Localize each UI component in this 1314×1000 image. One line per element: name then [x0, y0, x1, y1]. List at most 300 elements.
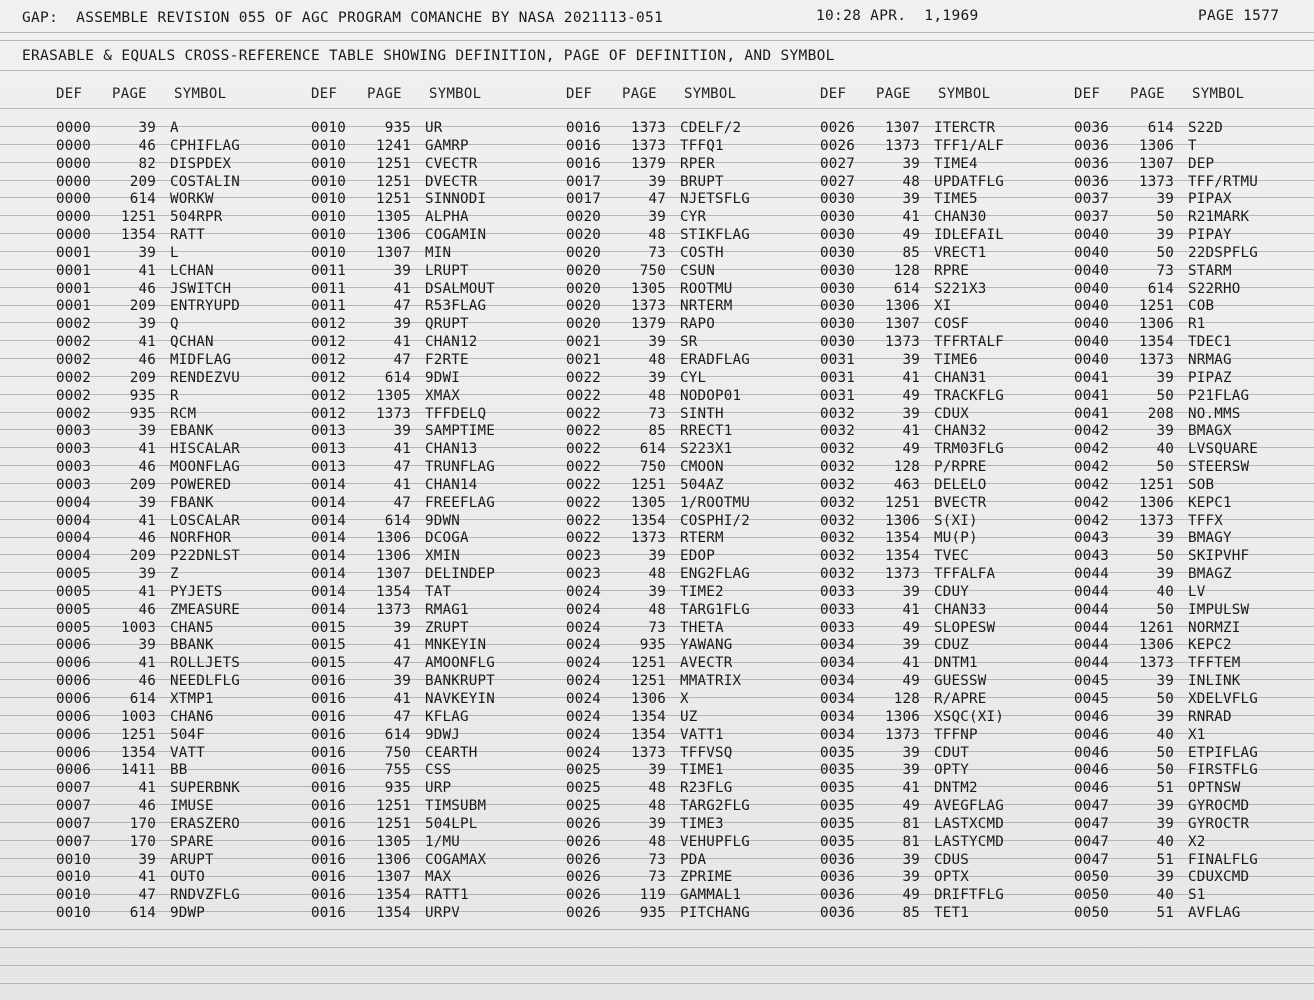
def-cell: 0041 [1074, 405, 1109, 422]
table-row [566, 352, 816, 370]
def-cell: 0030 [820, 209, 855, 226]
table-row [56, 370, 306, 388]
page-cell: 1373 [376, 601, 411, 618]
page-cell: 1373 [631, 744, 666, 761]
def-cell: 0013 [311, 423, 346, 440]
def-cell: 0031 [820, 369, 855, 386]
table-row [820, 298, 1070, 316]
table-row [1074, 209, 1314, 227]
table-row [820, 887, 1070, 905]
symbol-cell: SINNODI [425, 191, 487, 208]
def-cell: 0001 [56, 280, 91, 297]
page-cell: 39 [902, 637, 920, 654]
table-row [1074, 816, 1314, 834]
table-row [1074, 495, 1314, 513]
def-cell: 0040 [1074, 244, 1109, 261]
page-cell: 463 [893, 476, 920, 493]
symbol-cell: LRUPT [425, 262, 469, 279]
def-cell: 0022 [566, 405, 601, 422]
table-row [566, 263, 816, 281]
def-cell: 0022 [566, 512, 601, 529]
def-cell: 0032 [820, 512, 855, 529]
page-cell: 39 [902, 351, 920, 368]
symbol-cell: NORFHOR [170, 530, 232, 547]
table-row [311, 816, 561, 834]
page-cell: 47 [648, 191, 666, 208]
table-row [311, 495, 561, 513]
table-row [56, 334, 306, 352]
page-cell: 1306 [1139, 316, 1174, 333]
table-row [56, 423, 306, 441]
page-cell: 1307 [376, 244, 411, 261]
symbol-cell: MU(P) [934, 530, 978, 547]
def-cell: 0026 [820, 137, 855, 154]
table-row [1074, 352, 1314, 370]
symbol-cell: WORKW [170, 191, 214, 208]
table-row [311, 655, 561, 673]
symbol-cell: SLOPESW [934, 619, 996, 636]
symbol-cell: 9DWJ [425, 726, 460, 743]
table-row [566, 834, 816, 852]
page-cell: 1354 [121, 227, 156, 244]
def-cell: 0004 [56, 530, 91, 547]
table-row [566, 477, 816, 495]
table-row [56, 620, 306, 638]
symbol-cell: X1 [1188, 726, 1206, 743]
page-cell: 50 [1156, 691, 1174, 707]
table-row [820, 281, 1070, 299]
symbol-cell: NO.MMS [1188, 405, 1241, 422]
def-cell: 0006 [56, 637, 91, 654]
table-row [311, 263, 561, 281]
rule-line [0, 965, 1314, 966]
symbol-cell: MIN [425, 244, 452, 261]
page-cell: 39 [138, 244, 156, 261]
table-row [1074, 174, 1314, 192]
table-row [56, 316, 306, 334]
symbol-cell: MMATRIX [680, 673, 742, 690]
symbol-cell: CHAN6 [170, 708, 214, 725]
page-cell: 39 [1156, 815, 1174, 832]
page-cell: 46 [138, 601, 156, 618]
def-cell: 0005 [56, 619, 91, 636]
table-subtitle: ERASABLE & EQUALS CROSS-REFERENCE TABLE SHOWING DEFINITION, PAGE OF DEFINITION, AND SYMBOL [22, 48, 835, 64]
page-cell: 119 [639, 887, 666, 904]
symbol-cell: AVECTR [680, 655, 733, 672]
def-cell: 0022 [566, 459, 601, 476]
def-cell: 0016 [311, 798, 346, 815]
def-cell: 0015 [311, 655, 346, 672]
table-row [1074, 530, 1314, 548]
symbol-cell: DNTM2 [934, 780, 978, 797]
table-row [566, 459, 816, 477]
symbol-cell: A [170, 120, 179, 136]
def-cell: 0040 [1074, 316, 1109, 333]
symbol-cell: VEHUPFLG [680, 833, 750, 850]
header-page: PAGE [367, 86, 402, 102]
def-cell: 0016 [311, 762, 346, 779]
symbol-cell: COGAMAX [425, 851, 487, 868]
def-cell: 0022 [566, 476, 601, 493]
symbol-cell: ZPRIME [680, 869, 733, 886]
symbol-cell: CHAN12 [425, 334, 478, 351]
def-cell: 0022 [566, 530, 601, 547]
header-page: PAGE [876, 86, 911, 102]
def-cell: 0021 [566, 351, 601, 368]
symbol-cell: DNTM1 [934, 655, 978, 672]
def-cell: 0023 [566, 548, 601, 565]
table-row [820, 477, 1070, 495]
page-cell: 1306 [1139, 637, 1174, 654]
table-row [56, 459, 306, 477]
symbol-cell: SUPERBNK [170, 780, 240, 797]
symbol-cell: LCHAN [170, 262, 214, 279]
def-cell: 0026 [820, 120, 855, 136]
def-cell: 0030 [820, 298, 855, 315]
table-row [1074, 138, 1314, 156]
def-cell: 0043 [1074, 530, 1109, 547]
symbol-cell: TFFRTALF [934, 334, 1004, 351]
table-row [566, 370, 816, 388]
def-cell: 0047 [1074, 798, 1109, 815]
def-cell: 0004 [56, 494, 91, 511]
page-cell: 51 [1156, 851, 1174, 868]
def-cell: 0044 [1074, 601, 1109, 618]
page-cell: 39 [138, 316, 156, 333]
table-row [566, 530, 816, 548]
page-cell: 209 [129, 548, 156, 565]
def-cell: 0046 [1074, 762, 1109, 779]
page-cell: 39 [393, 423, 411, 440]
page-cell: 39 [1156, 530, 1174, 547]
def-cell: 0032 [820, 459, 855, 476]
table-row [311, 905, 561, 923]
symbol-cell: CSS [425, 762, 452, 779]
table-row [56, 441, 306, 459]
def-cell: 0035 [820, 744, 855, 761]
table-row [820, 388, 1070, 406]
page-cell: 1373 [885, 137, 920, 154]
page-cell: 39 [902, 583, 920, 600]
symbol-cell: R21MARK [1188, 209, 1250, 226]
table-row [56, 745, 306, 763]
listing-page-number: PAGE 1577 [1198, 8, 1280, 24]
symbol-cell: TIME2 [680, 583, 724, 600]
page-cell: 50 [1156, 387, 1174, 404]
table-row [820, 548, 1070, 566]
table-row [311, 191, 561, 209]
page-cell: 1373 [631, 120, 666, 136]
def-cell: 0026 [566, 833, 601, 850]
def-cell: 0014 [311, 512, 346, 529]
table-row [566, 209, 816, 227]
def-cell: 0016 [311, 887, 346, 904]
def-cell: 0032 [820, 405, 855, 422]
page-cell: 614 [1147, 280, 1174, 297]
table-row [820, 513, 1070, 531]
table-row [820, 655, 1070, 673]
def-cell: 0040 [1074, 298, 1109, 315]
symbol-cell: TFF/RTMU [1188, 173, 1258, 190]
page-cell: 85 [902, 244, 920, 261]
symbol-cell: ROOTMU [680, 280, 733, 297]
table-row [566, 727, 816, 745]
table-row [820, 530, 1070, 548]
symbol-cell: CDUXCMD [1188, 869, 1250, 886]
page-cell: 1251 [885, 494, 920, 511]
symbol-cell: CPHIFLAG [170, 137, 240, 154]
symbol-cell: ALPHA [425, 209, 469, 226]
def-cell: 0026 [566, 851, 601, 868]
symbol-cell: 1/ROOTMU [680, 494, 750, 511]
symbol-cell: HISCALAR [170, 441, 240, 458]
page-cell: 1354 [376, 583, 411, 600]
table-row [820, 495, 1070, 513]
symbol-cell: COB [1188, 298, 1215, 315]
symbol-cell: TIME4 [934, 155, 978, 172]
symbol-cell: LASTYCMD [934, 833, 1004, 850]
symbol-cell: NAVKEYIN [425, 691, 495, 707]
def-cell: 0045 [1074, 691, 1109, 707]
def-cell: 0022 [566, 423, 601, 440]
def-cell: 0041 [1074, 387, 1109, 404]
symbol-cell: CHAN31 [934, 369, 987, 386]
table-row [1074, 637, 1314, 655]
header-symbol: SYMBOL [429, 86, 482, 102]
table-row [820, 227, 1070, 245]
def-cell: 0010 [311, 155, 346, 172]
page-cell: 48 [902, 173, 920, 190]
table-row [1074, 727, 1314, 745]
table-row [1074, 406, 1314, 424]
def-cell: 0036 [1074, 155, 1109, 172]
symbol-cell: GUESSW [934, 673, 987, 690]
def-cell: 0027 [820, 173, 855, 190]
table-row [1074, 905, 1314, 923]
table-row [566, 620, 816, 638]
symbol-cell: XTMP1 [170, 691, 214, 707]
symbol-cell: MIDFLAG [170, 351, 232, 368]
page-cell: 39 [138, 637, 156, 654]
def-cell: 0016 [566, 137, 601, 154]
symbol-cell: Q [170, 316, 179, 333]
page-cell: 41 [393, 441, 411, 458]
rule-line [0, 108, 1314, 109]
symbol-cell: FREEFLAG [425, 494, 495, 511]
table-row [311, 316, 561, 334]
table-row [820, 406, 1070, 424]
table-row [820, 869, 1070, 887]
def-cell: 0035 [820, 815, 855, 832]
symbol-cell: BANKRUPT [425, 673, 495, 690]
table-row [820, 245, 1070, 263]
table-row [311, 441, 561, 459]
page-cell: 39 [902, 869, 920, 886]
symbol-cell: ZRUPT [425, 619, 469, 636]
table-row [311, 406, 561, 424]
def-cell: 0013 [311, 459, 346, 476]
def-cell: 0032 [820, 530, 855, 547]
def-cell: 0016 [566, 155, 601, 172]
symbol-cell: TFFTEM [1188, 655, 1241, 672]
table-row [820, 816, 1070, 834]
symbol-cell: SR [680, 334, 698, 351]
def-cell: 0046 [1074, 726, 1109, 743]
symbol-cell: CVECTR [425, 155, 478, 172]
table-row [820, 191, 1070, 209]
page-cell: 1251 [376, 815, 411, 832]
page-cell: 614 [384, 512, 411, 529]
def-cell: 0016 [311, 815, 346, 832]
def-cell: 0002 [56, 351, 91, 368]
symbol-cell: S223X1 [680, 441, 733, 458]
page-cell: 41 [902, 209, 920, 226]
symbol-cell: PDA [680, 851, 707, 868]
symbol-cell: CDUZ [934, 637, 969, 654]
page-cell: 1373 [885, 566, 920, 583]
symbol-cell: NEEDLFLG [170, 673, 240, 690]
symbol-cell: TIME1 [680, 762, 724, 779]
table-row [56, 691, 306, 709]
def-cell: 0011 [311, 298, 346, 315]
symbol-cell: BB [170, 762, 188, 779]
symbol-cell: CHAN32 [934, 423, 987, 440]
def-cell: 0047 [1074, 815, 1109, 832]
def-cell: 0044 [1074, 566, 1109, 583]
symbol-cell: BBANK [170, 637, 214, 654]
page-cell: 614 [129, 191, 156, 208]
symbol-cell: INLINK [1188, 673, 1241, 690]
page-cell: 39 [1156, 369, 1174, 386]
table-row [311, 852, 561, 870]
def-cell: 0010 [56, 905, 91, 922]
def-cell: 0020 [566, 262, 601, 279]
def-cell: 0010 [311, 173, 346, 190]
page-cell: 1251 [1139, 476, 1174, 493]
def-cell: 0012 [311, 316, 346, 333]
symbol-cell: IMPULSW [1188, 601, 1250, 618]
symbol-cell: KEPC1 [1188, 494, 1232, 511]
symbol-cell: OPTY [934, 762, 969, 779]
def-cell: 0042 [1074, 512, 1109, 529]
def-cell: 0022 [566, 441, 601, 458]
def-cell: 0044 [1074, 583, 1109, 600]
symbol-cell: STARM [1188, 262, 1232, 279]
page-cell: 41 [902, 601, 920, 618]
symbol-cell: TFFVSQ [680, 744, 733, 761]
table-row [820, 691, 1070, 709]
symbol-cell: ERADFLAG [680, 351, 750, 368]
def-cell: 0040 [1074, 280, 1109, 297]
def-cell: 0032 [820, 494, 855, 511]
symbol-cell: EBANK [170, 423, 214, 440]
table-row [311, 513, 561, 531]
table-row [311, 138, 561, 156]
def-cell: 0020 [566, 280, 601, 297]
def-cell: 0002 [56, 405, 91, 422]
symbol-cell: IMUSE [170, 798, 214, 815]
page-cell: 41 [902, 655, 920, 672]
def-cell: 0030 [820, 280, 855, 297]
table-row [566, 423, 816, 441]
page-cell: 1373 [1139, 512, 1174, 529]
symbol-cell: CHAN13 [425, 441, 478, 458]
page-cell: 73 [648, 619, 666, 636]
symbol-cell: SPARE [170, 833, 214, 850]
def-cell: 0001 [56, 298, 91, 315]
page-cell: 1003 [121, 619, 156, 636]
page-cell: 49 [902, 227, 920, 244]
page-cell: 40 [1156, 726, 1174, 743]
symbol-cell: Z [170, 566, 179, 583]
page-cell: 46 [138, 351, 156, 368]
table-row [820, 620, 1070, 638]
symbol-cell: URPV [425, 905, 460, 922]
table-row [56, 834, 306, 852]
header-def: DEF [1074, 86, 1101, 102]
def-cell: 0040 [1074, 262, 1109, 279]
def-cell: 0037 [1074, 191, 1109, 208]
table-row [566, 584, 816, 602]
def-cell: 0002 [56, 369, 91, 386]
def-cell: 0046 [1074, 780, 1109, 797]
table-row [820, 834, 1070, 852]
def-cell: 0035 [820, 798, 855, 815]
table-row [1074, 120, 1314, 138]
page-cell: 50 [1156, 762, 1174, 779]
table-row [311, 834, 561, 852]
page-cell: 41 [902, 369, 920, 386]
table-row [56, 174, 306, 192]
def-cell: 0012 [311, 351, 346, 368]
page-cell: 170 [129, 815, 156, 832]
def-cell: 0016 [311, 744, 346, 761]
page-cell: 46 [138, 798, 156, 815]
symbol-cell: CYR [680, 209, 707, 226]
symbol-cell: 504F [170, 726, 205, 743]
page-cell: 39 [902, 191, 920, 208]
page-cell: 1251 [631, 476, 666, 493]
def-cell: 0006 [56, 726, 91, 743]
page-cell: 209 [129, 369, 156, 386]
page-cell: 47 [393, 655, 411, 672]
page-cell: 41 [138, 583, 156, 600]
symbol-cell: XMAX [425, 387, 460, 404]
def-cell: 0016 [311, 780, 346, 797]
def-cell: 0034 [820, 655, 855, 672]
symbol-cell: GAMRP [425, 137, 469, 154]
table-row [566, 334, 816, 352]
table-row [566, 745, 816, 763]
table-row [1074, 887, 1314, 905]
def-cell: 0014 [311, 494, 346, 511]
page-cell: 46 [138, 280, 156, 297]
symbol-cell: XSQC(XI) [934, 708, 1004, 725]
table-row [1074, 548, 1314, 566]
page-cell: 1307 [885, 120, 920, 136]
page-cell: 39 [648, 369, 666, 386]
page-cell: 614 [893, 280, 920, 297]
def-cell: 0036 [1074, 137, 1109, 154]
symbol-cell: RAPO [680, 316, 715, 333]
def-cell: 0020 [566, 209, 601, 226]
listing-title: GAP: ASSEMBLE REVISION 055 OF AGC PROGRAM COMANCHE BY NASA 2021113-051 [22, 10, 664, 26]
symbol-cell: TFFNP [934, 726, 978, 743]
table-row [56, 727, 306, 745]
table-row [311, 530, 561, 548]
table-row [566, 566, 816, 584]
header-symbol: SYMBOL [938, 86, 991, 102]
